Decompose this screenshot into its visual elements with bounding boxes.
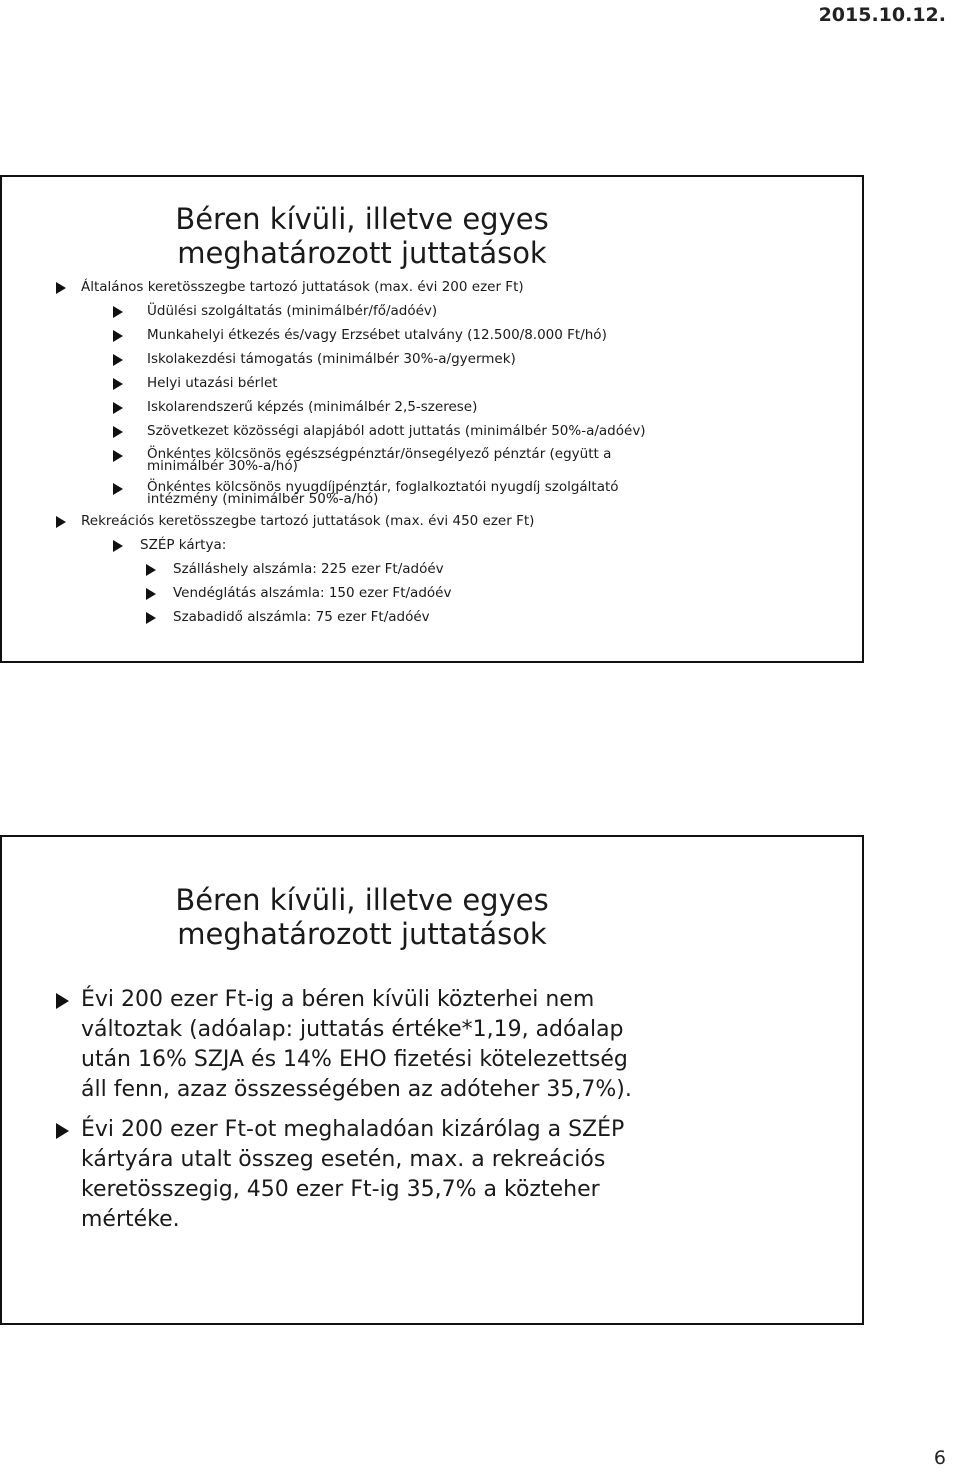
general-benefits-text: Általános keretösszegbe tartozó juttatások (max. évi 200 ezer Ft) xyxy=(81,279,524,295)
list-item-text: Önkéntes kölcsönös egészségpénztár/önsegélyező pénztár (együtt a minimálbér 30%-a/hó) xyxy=(147,446,612,474)
list-item xyxy=(2,424,862,439)
list-item-text: Szövetkezet közösségi alapjából adott juttatás (minimálbér 50%-a/adóév) xyxy=(147,423,646,439)
slide-1-bullet-list xyxy=(2,280,862,634)
list-item-text: Évi 200 ezer Ft-ot meghaladóan kizárólag a SZÉP kártyára utalt összeg esetén, max. a rekreációs keretösszegig, 450 ezer Ft-ig 35,7% a közteher mértéke. xyxy=(81,1117,625,1232)
szep-card-item xyxy=(2,538,862,553)
bullet-triangle-icon xyxy=(146,588,156,600)
bullet-triangle-icon xyxy=(146,564,156,576)
list-item xyxy=(2,562,862,577)
bullet-triangle-icon xyxy=(113,330,123,342)
slide-1-title: Béren kívüli, illetve egyes meghatározott juttatások xyxy=(175,202,549,270)
slide-2-bullet-list xyxy=(2,985,862,1245)
bullet-triangle-icon xyxy=(113,306,123,318)
list-item xyxy=(2,610,862,625)
general-benefits-item xyxy=(2,280,862,295)
list-item-text: Vendéglátás alszámla: 150 ezer Ft/adóév xyxy=(173,585,452,601)
list-item xyxy=(2,1115,862,1235)
list-item-text: Üdülési szolgáltatás (minimálbér/fő/adóév) xyxy=(147,303,438,319)
bullet-triangle-icon xyxy=(113,402,123,414)
list-item-text: Helyi utazási bérlet xyxy=(147,375,278,391)
bullet-triangle-icon xyxy=(56,993,69,1009)
bullet-triangle-icon xyxy=(56,282,66,294)
list-item xyxy=(2,481,862,505)
list-item xyxy=(2,304,862,319)
slide-2 xyxy=(0,835,864,1325)
list-item xyxy=(2,586,862,601)
slide-2-title: Béren kívüli, illetve egyes meghatározott juttatások xyxy=(175,883,549,951)
list-item-text: Iskolakezdési támogatás (minimálbér 30%-a/gyermek) xyxy=(147,351,516,367)
list-item xyxy=(2,448,862,472)
list-item xyxy=(2,985,862,1105)
bullet-triangle-icon xyxy=(113,450,123,462)
bullet-triangle-icon xyxy=(113,426,123,438)
recreation-benefits-item xyxy=(2,514,862,529)
bullet-triangle-icon xyxy=(56,516,66,528)
bullet-triangle-icon xyxy=(113,354,123,366)
bullet-triangle-icon xyxy=(146,612,156,624)
bullet-triangle-icon xyxy=(56,1123,69,1139)
bullet-triangle-icon xyxy=(113,483,123,495)
list-item-text: Önkéntes kölcsönös nyugdíjpénztár, foglalkoztatói nyugdíj szolgáltató intézmény (minimálbér 50%-a/hó) xyxy=(147,479,619,507)
slide-1 xyxy=(0,175,864,663)
bullet-triangle-icon xyxy=(113,540,123,552)
list-item-text: Munkahelyi étkezés és/vagy Erzsébet utalvány (12.500/8.000 Ft/hó) xyxy=(147,327,607,343)
list-item xyxy=(2,400,862,415)
szep-card-text: SZÉP kártya: xyxy=(140,537,227,553)
recreation-benefits-text: Rekreációs keretösszegbe tartozó juttatások (max. évi 450 ezer Ft) xyxy=(81,513,535,529)
list-item-text: Szálláshely alszámla: 225 ezer Ft/adóév xyxy=(173,561,444,577)
list-item-text: Szabadidő alszámla: 75 ezer Ft/adóév xyxy=(173,609,430,625)
page-number: 6 xyxy=(933,1447,946,1469)
list-item xyxy=(2,376,862,391)
list-item xyxy=(2,352,862,367)
list-item-text: Iskolarendszerű képzés (minimálbér 2,5-szerese) xyxy=(147,399,478,415)
bullet-triangle-icon xyxy=(113,378,123,390)
list-item-text: Évi 200 ezer Ft-ig a béren kívüli közterhei nem változtak (adóalap: juttatás értéke*1,19, adóalap után 16% SZJA és 14% EHO fizetési kötelezettség áll fenn, azaz összességében az adóteher 35,7%). xyxy=(81,987,632,1102)
header-date: 2015.10.12. xyxy=(818,4,946,26)
list-item xyxy=(2,328,862,343)
